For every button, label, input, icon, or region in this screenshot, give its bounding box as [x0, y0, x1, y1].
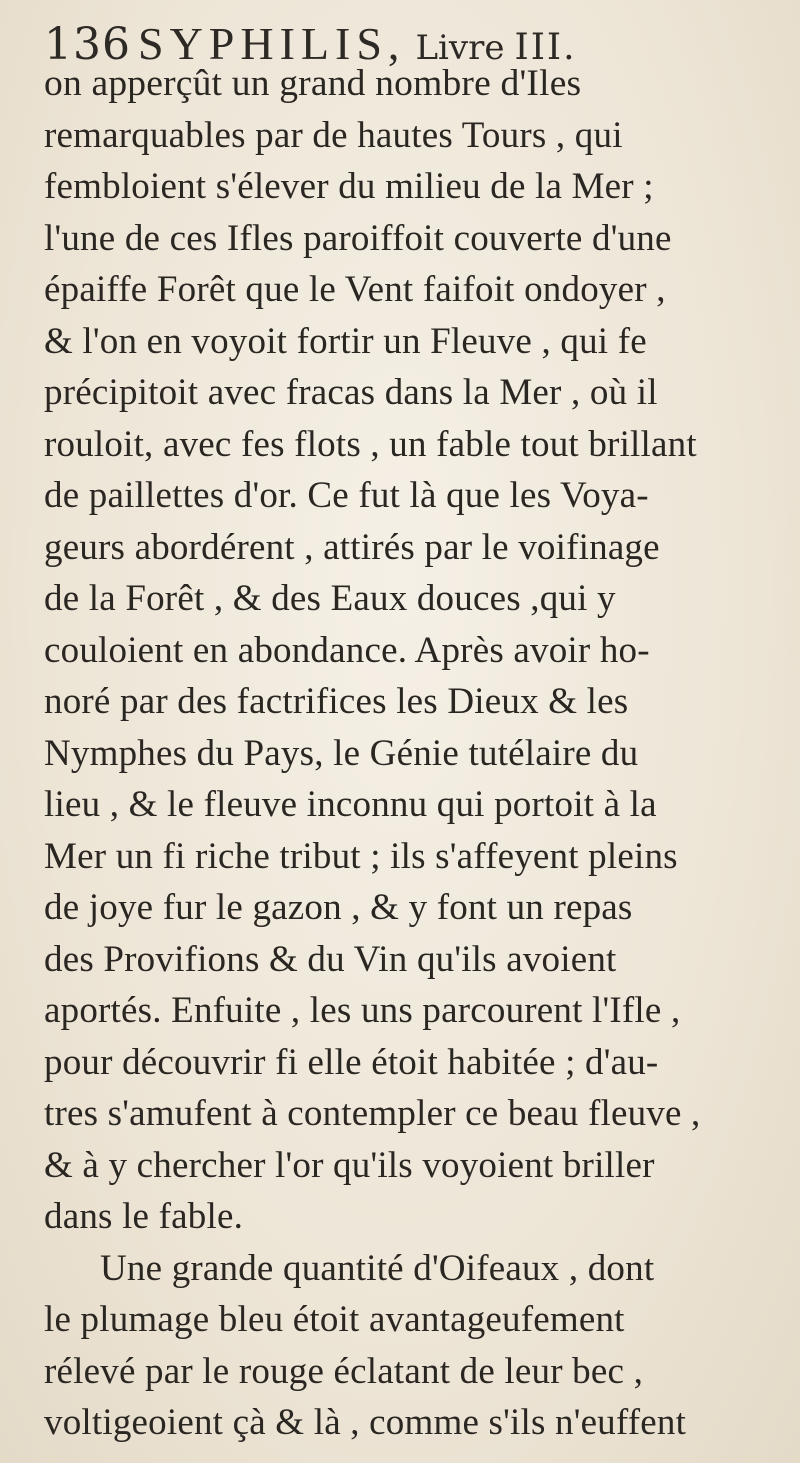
text-line: geurs abordérent , attirés par le voifinage — [44, 526, 660, 568]
text-line: couloient en abondance. Après avoir ho- — [44, 629, 650, 671]
text-line: tres s'amufent à contempler ce beau fleuve , — [44, 1093, 701, 1134]
text-line: de la Forêt , & des Eaux douces ,qui y — [44, 578, 616, 619]
text-line: Nymphes du Pays, le Génie tutélaire du — [44, 732, 639, 774]
text-line: aportés. Enfuite , les uns parcourent l'Ifle , — [44, 990, 681, 1031]
text-line: voltigeoient çà & là , comme s'ils n'euffent — [44, 1402, 687, 1443]
text-line: fembloient s'élever du milieu de la Mer ; — [44, 166, 654, 207]
text-line: pour découvrir fi elle étoit habitée ; d'au- — [44, 1041, 659, 1083]
text-line: rouloit, avec fes flots , un fable tout brillant — [44, 423, 697, 465]
text-line: des Provifions & du Vin qu'ils avoient — [44, 938, 617, 980]
text-line: lieu , & le fleuve inconnu qui portoit à la — [44, 784, 657, 825]
text-line: l'une de ces Ifles paroiffoit couverte d'une — [44, 217, 672, 259]
body-text — [44, 58, 784, 1449]
text-line: Mer un fi riche tribut ; ils s'affeyent pleins — [44, 835, 678, 877]
text-line: le plumage bleu étoit avantageufement — [44, 1299, 625, 1340]
text-line: dans le fable. — [44, 1196, 244, 1237]
text-line: & l'on en voyoit fortir un Fleuve , qui fe — [44, 320, 647, 362]
text-line: épaiffe Forêt que le Vent faifoit ondoyer , — [44, 269, 666, 310]
book-title: SYPHILIS, — [138, 18, 406, 69]
text-line: rélevé par le rouge éclatant de leur bec , — [44, 1350, 644, 1392]
text-line: & à y chercher l'or qu'ils voyoient briller — [44, 1144, 655, 1186]
text-line: de joye fur le gazon , & y font un repas — [44, 887, 633, 928]
page-number: 136 — [44, 19, 131, 70]
text-line: on apperçût un grand nombre d'Iles — [44, 63, 582, 104]
text-line: noré par des factrifices les Dieux & les — [44, 681, 629, 722]
text-line: remarquables par de hautes Tours , qui — [44, 114, 623, 156]
book-number: III. — [514, 27, 577, 68]
paragraph-start-line: Une grande quantité d'Oifeaux , dont — [100, 1247, 655, 1289]
book-label: Livre — [415, 28, 505, 68]
text-line: de paillettes d'or. Ce fut là que les Voya- — [44, 475, 649, 516]
text-line: précipitoit avec fracas dans la Mer , où il — [44, 372, 658, 413]
